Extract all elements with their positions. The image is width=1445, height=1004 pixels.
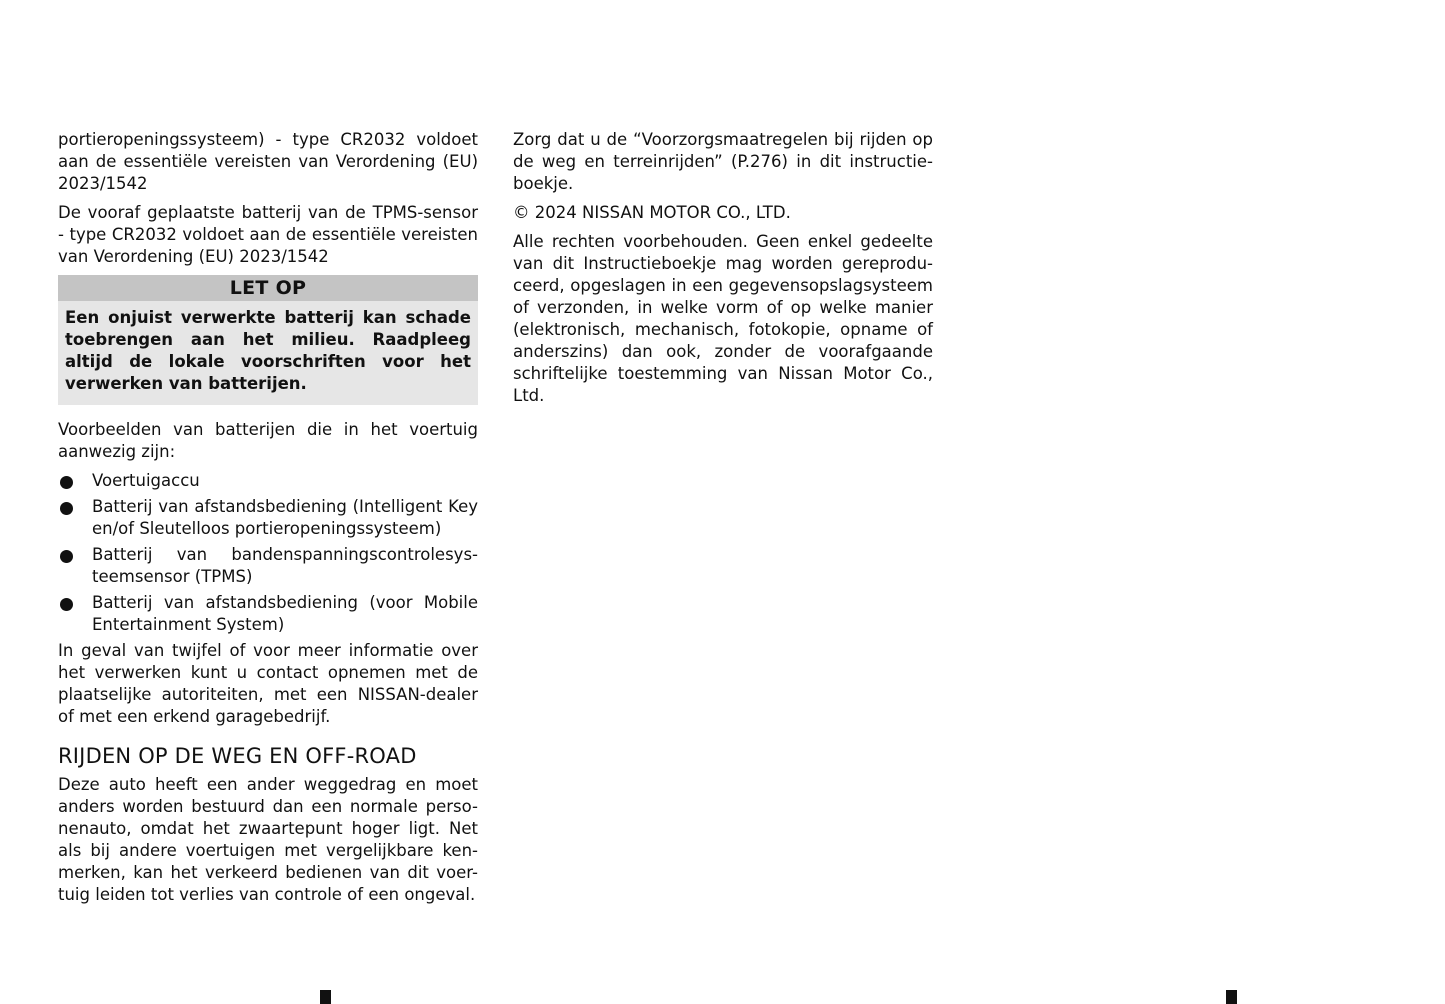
copyright-line: © 2024 NISSAN MOTOR CO., LTD. bbox=[513, 203, 791, 222]
right-column bbox=[513, 129, 933, 414]
caution-title: LET OP bbox=[58, 275, 478, 301]
list-item bbox=[58, 496, 478, 540]
list-item-text: Voertuigaccu bbox=[92, 471, 200, 490]
crop-mark-right bbox=[1226, 990, 1237, 1004]
list-item bbox=[58, 544, 478, 588]
precautions-paragraph: Zorg dat u de “Voorzorgsmaatregelen bij rijden op de weg en terreinrijden” (P.276) in dit instructie-boekje. bbox=[513, 130, 933, 193]
list-item-text: Batterij van bandenspanningscontrolesys-teemsensor (TPMS) bbox=[92, 545, 478, 586]
doubt-paragraph: In geval van twijfel of voor meer informatie over het verwerken kunt u contact opnemen met de plaatselijke autoriteiten, met een NISSAN-dealer of met een erkend garagebedrijf. bbox=[58, 641, 478, 726]
bullet-icon bbox=[60, 550, 73, 563]
list-item bbox=[58, 592, 478, 636]
list-item-text: Batterij van afstandsbediening (voor Mobile Entertainment System) bbox=[92, 593, 478, 634]
battery-examples-list bbox=[58, 470, 478, 636]
section-body: Deze auto heeft een ander weggedrag en moet anders worden bestuurd dan een normale perso-nenauto, omdat het zwaartepunt hoger ligt. Net als bij andere voertuigen met vergelijkbare ken-merken, kan het verkeerd bedienen van dit voer-tuig leiden tot verlies van controle of een ongeval. bbox=[58, 775, 478, 904]
section-heading: RIJDEN OP DE WEG EN OFF-ROAD bbox=[58, 744, 417, 768]
examples-intro: Voorbeelden van batterijen die in het voertuig aanwezig zijn: bbox=[58, 420, 478, 461]
list-item-text: Batterij van afstandsbediening (Intelligent Key en/of Sleutelloos portieropeningssysteem) bbox=[92, 497, 478, 538]
bullet-icon bbox=[60, 476, 73, 489]
bullet-icon bbox=[60, 502, 73, 515]
bullet-icon bbox=[60, 598, 73, 611]
caution-body: Een onjuist verwerkte batterij kan schade toebrengen aan het milieu. Raadpleeg altijd de lokale voorschriften voor het verwerken van batterijen. bbox=[65, 308, 471, 393]
crop-mark-left bbox=[320, 990, 331, 1004]
rights-paragraph: Alle rechten voorbehouden. Geen enkel gedeelte van dit Instructieboekje mag worden gereprodu-ceerd, opgeslagen in een gegevensopslagsysteem of verzonden, in welke vorm of op welke manier (elektronisch, mechanisch, fotokopie, opname of anderszins) dan ook, zonder de voorafgaande schriftelijke toestemming van Nissan Motor Co., Ltd. bbox=[513, 232, 933, 405]
caution-box bbox=[58, 275, 478, 405]
list-item bbox=[58, 470, 478, 492]
left-column bbox=[58, 129, 478, 913]
tpms-compliance-paragraph: De vooraf geplaatste batterij van de TPMS-sensor - type CR2032 voldoet aan de essentiële vereisten van Verordening (EU) 2023/1542 bbox=[58, 203, 478, 266]
battery-compliance-paragraph: portieropeningssysteem) - type CR2032 voldoet aan de essentiële vereisten van Verordening (EU) 2023/1542 bbox=[58, 130, 478, 193]
